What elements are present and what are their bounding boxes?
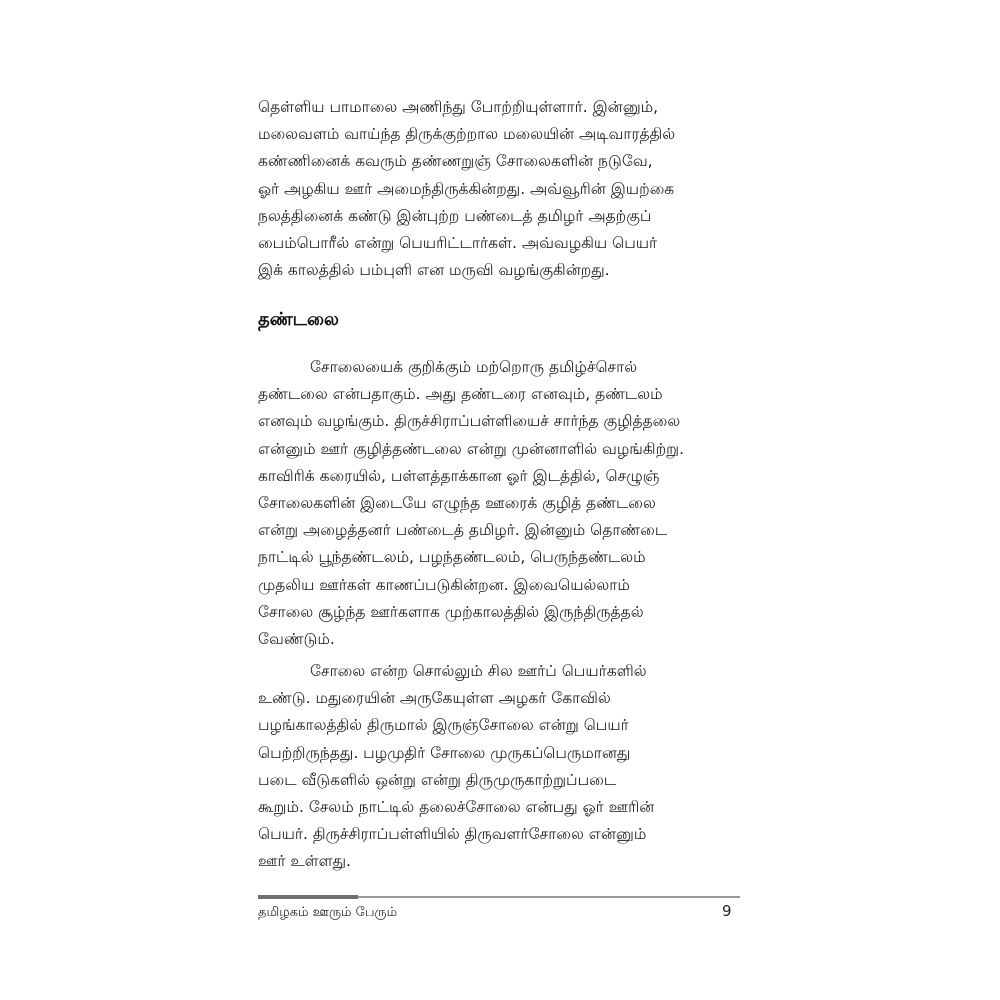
text-line: வேண்டும். — [258, 630, 335, 649]
text-line: நாட்டில் பூந்தண்டலம், பழந்தண்டலம், பெருந்தண்டலம் — [258, 548, 646, 567]
text-line: பழங்காலத்தில் திருமால் இருஞ்சோலை என்று பெயர் — [258, 716, 629, 735]
text-line: சோலை சூழ்ந்த ஊர்களாக முற்காலத்தில் இருந்திருத்தல் — [258, 602, 644, 621]
text-line: முதலிய ஊர்கள் காணப்படுகின்றன. இவையெல்லாம் — [258, 575, 630, 594]
paragraph-thandalai — [258, 354, 740, 653]
text-line: பெயர். திருச்சிராப்பள்ளியில் திருவளர்சோலை என்னும் — [258, 825, 647, 844]
text-line: கூறும். சேலம் நாட்டில் தலைச்சோலை என்பது ஓர் ஊரின் — [258, 798, 655, 817]
text-line: காவிரிக் கரையில், பள்ளத்தாக்கான ஓர் இடத்தில், செழுஞ் — [258, 466, 660, 485]
footer-rule-accent — [258, 895, 358, 899]
footer-rule — [258, 895, 740, 901]
text-line: சோலையைக் குறிக்கும் மற்றொரு தமிழ்ச்சொல் — [310, 358, 638, 376]
paragraph-solai — [258, 658, 740, 876]
text-line: மலைவளம் வாய்ந்த திருக்குற்றால மலையின் அடிவாரத்தில் — [258, 125, 676, 144]
section-heading: தண்டலை — [258, 309, 339, 330]
text-line: எனவும் வழங்கும். திருச்சிராப்பள்ளியைச் சார்ந்த குழித்தலை — [258, 412, 681, 431]
text-line: சோலைகளின் இடையே எழுந்த ஊரைக் குழித் தண்டலை — [258, 494, 656, 513]
text-line: இக் காலத்தில் பம்புளி என மருவி வழங்குகின்றது. — [258, 261, 610, 280]
text-line: சோலை என்ற சொல்லும் சில ஊர்ப் பெயர்களில் — [310, 662, 647, 680]
text-line: ஓர் அழகிய ஊர் அமைந்திருக்கின்றது. அவ்வூரின் இயற்கை — [258, 179, 675, 198]
text-line: தெள்ளிய பாமாலை அணிந்து போற்றியுள்ளார். இன்னும், — [258, 98, 659, 116]
text-line: படை வீடுகளில் ஒன்று என்று திருமுருகாற்றுப்படை — [258, 770, 617, 789]
text-line: ஊர் உள்ளது. — [258, 852, 351, 871]
footer-rule-line — [358, 896, 740, 898]
page-number: 9 — [722, 902, 732, 920]
text-line: உண்டு. மதுரையின் அருகேயுள்ள அழகர் கோவில் — [258, 689, 611, 708]
paragraph-intro — [258, 94, 740, 284]
text-line: என்னும் ஊர் குழித்தண்டலை என்று முன்னாளில் வழங்கிற்று. — [258, 439, 685, 458]
text-line: பைம்பொரீல் என்று பெயரிட்டார்கள். அவ்வழகிய பெயர் — [258, 234, 658, 253]
footer-book-title: தமிழகம் ஊரும் பேரும் — [258, 905, 398, 920]
text-line: கண்ணினைக் கவரும் தண்ணறுஞ் சோலைகளின் நடுவே, — [258, 152, 653, 171]
text-line: நலத்தினைக் கண்டு இன்புற்ற பண்டைத் தமிழர் அதற்குப் — [258, 206, 652, 225]
text-line: தண்டலை என்பதாகும். அது தண்டரை எனவும், தண்டலம் — [258, 385, 663, 404]
text-line: என்று அழைத்தனர் பண்டைத் தமிழர். இன்னும் தொண்டை — [258, 521, 668, 540]
text-line: பெற்றிருந்தது. பழமுதிர் சோலை முருகப்பெருமானது — [258, 743, 631, 762]
